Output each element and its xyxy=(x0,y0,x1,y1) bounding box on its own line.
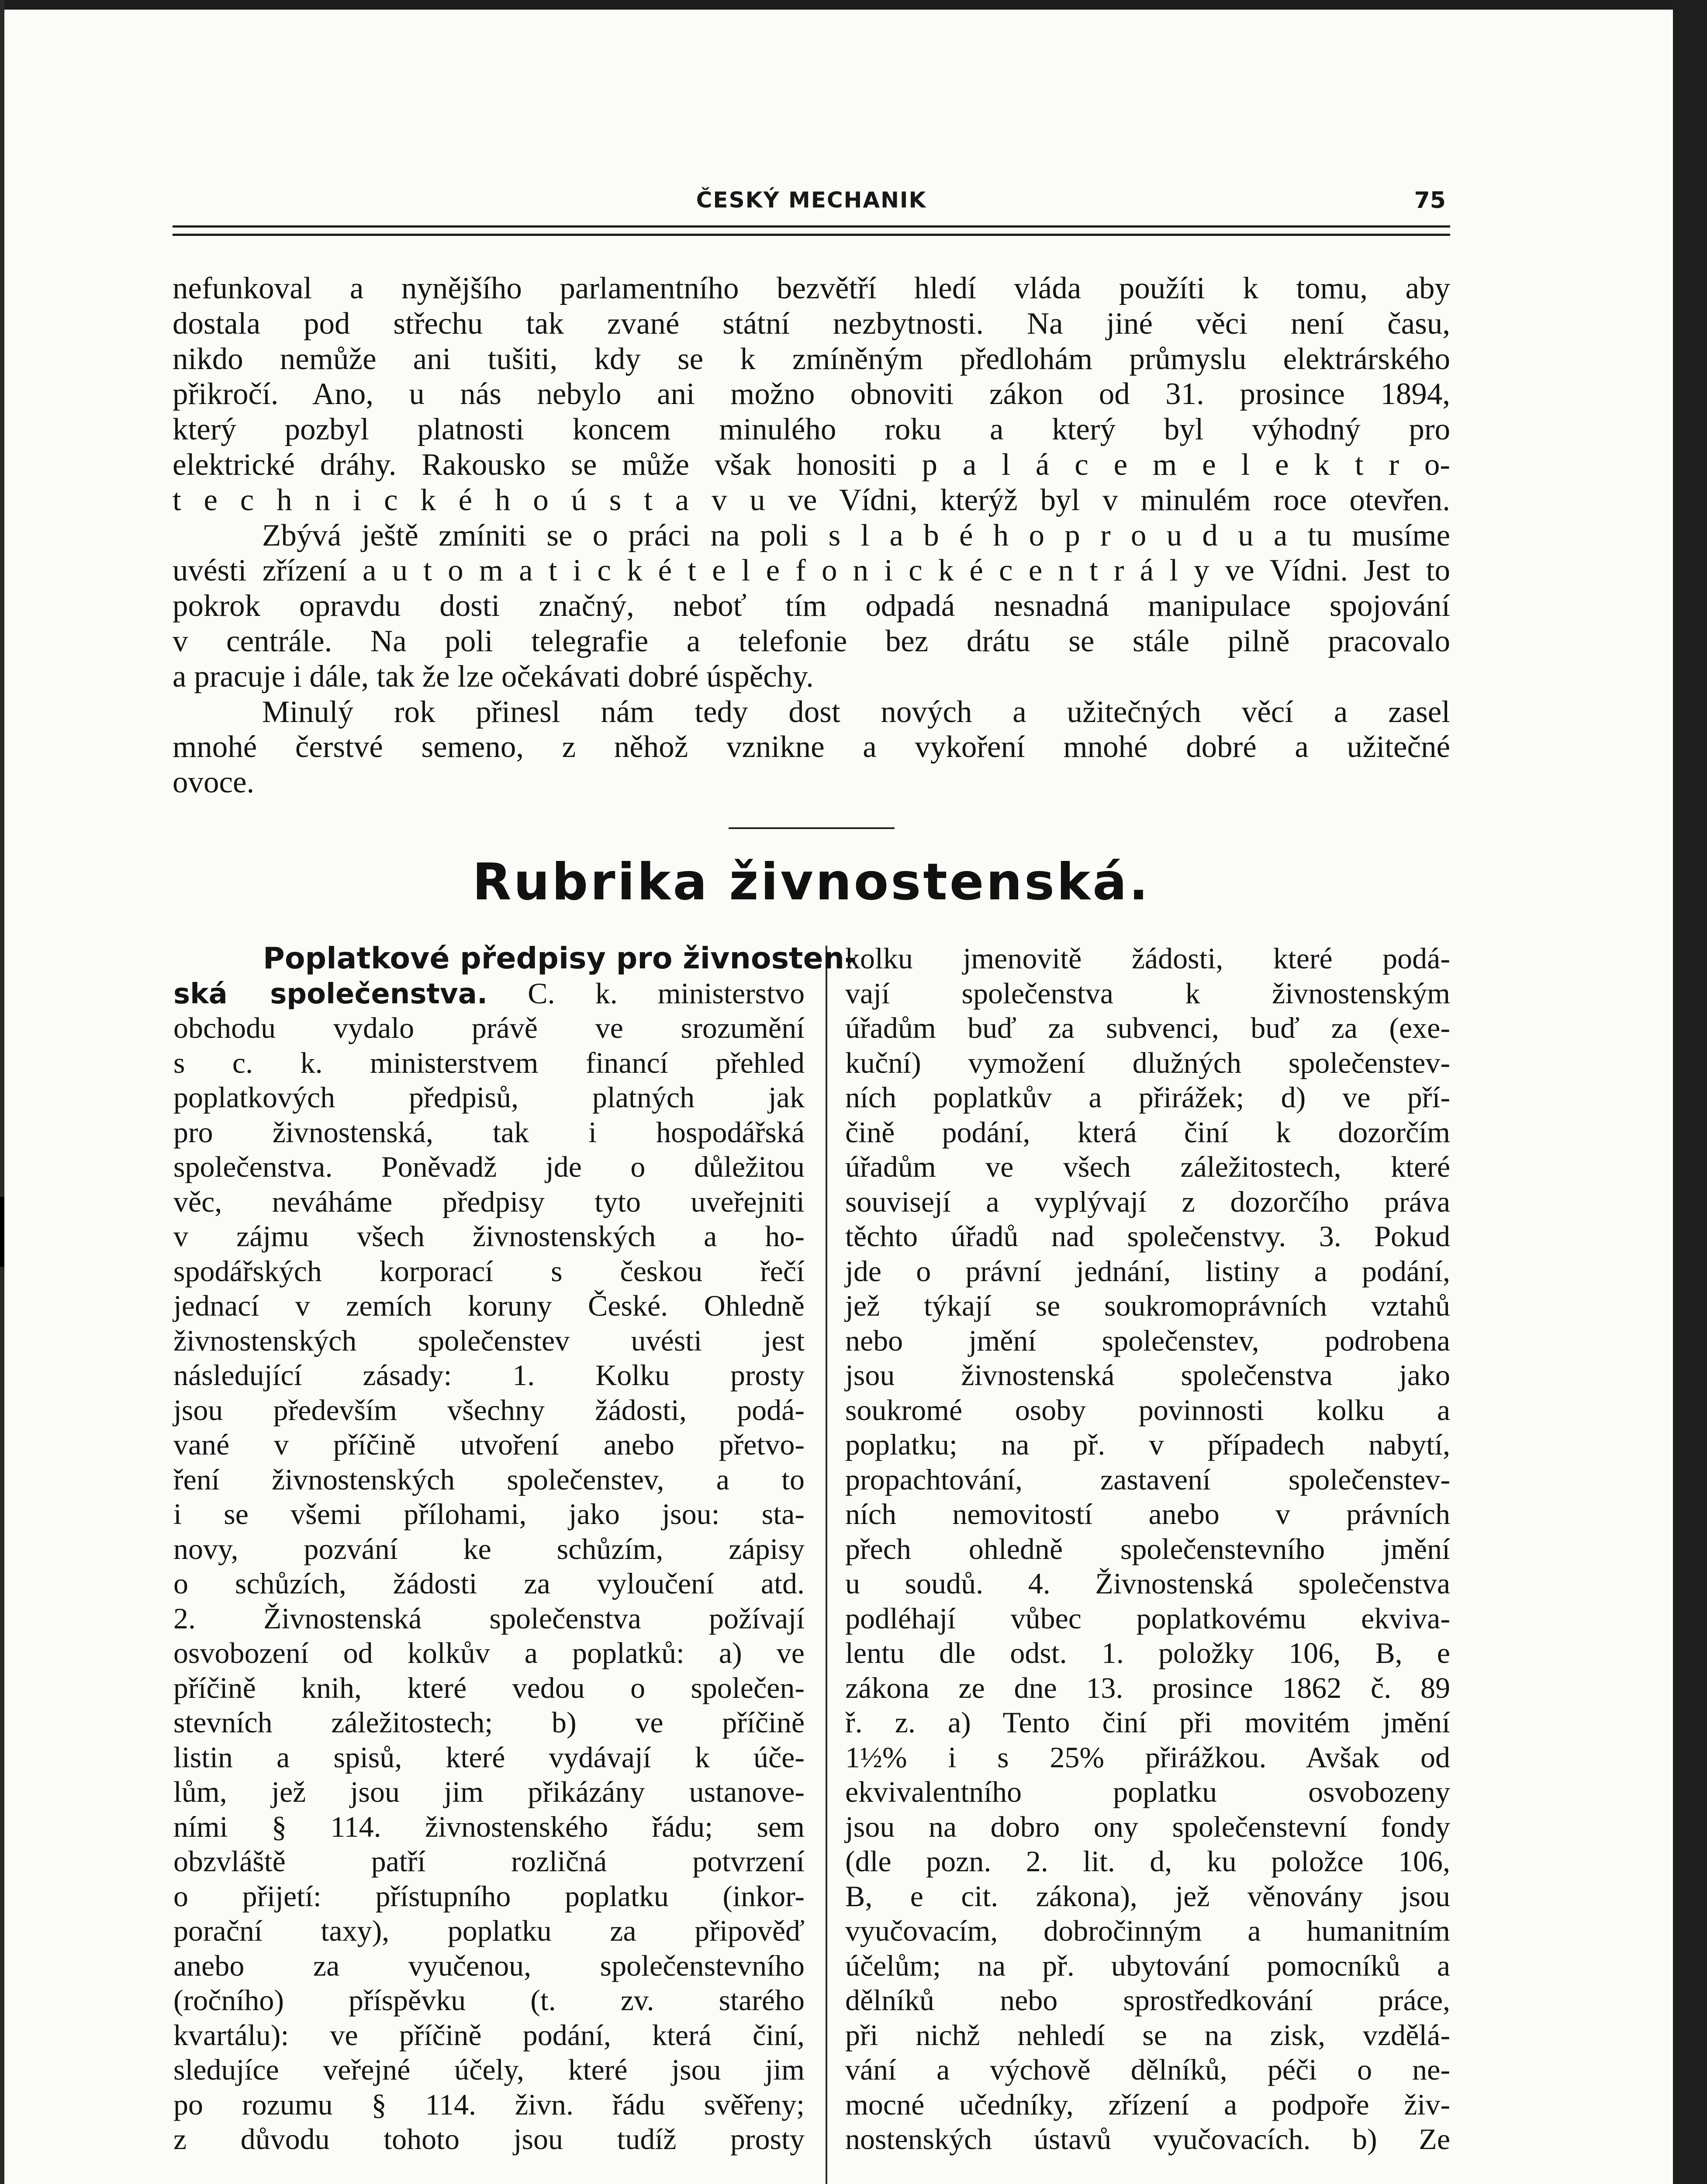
text-line: ření živnostenských společenstev, a to xyxy=(173,1462,805,1496)
text-line: spodářských korporací s českou řečí xyxy=(173,1254,805,1288)
text-line: listin a spisů, které vydávají k úče- xyxy=(173,1740,805,1774)
text-line: při nichž nehledí se na zisk, vzdělá- xyxy=(845,2018,1450,2052)
text-line: uvésti zřízení a u t o m a t i c k é t e l e f o n i c k é c e n t r á l y ve Vídni. Jest to xyxy=(173,553,1450,588)
scan-border-right xyxy=(1673,0,1707,2184)
text-line: jsou živnostenská společenstva jako xyxy=(845,1358,1450,1392)
text-line: úřadům ve všech záležitostech, které xyxy=(845,1150,1450,1183)
text-line: pro živnostenská, tak i hospodářská xyxy=(173,1115,805,1149)
text-line: propachtování, zastavení společenstev- xyxy=(845,1462,1450,1496)
text-line: nefunkoval a nynějšího parlamentního bezvětří hledí vláda použíti k tomu, aby xyxy=(173,271,1450,305)
text-line: anebo za vyučenou, společenstevního xyxy=(173,1949,805,1982)
text-line: lentu dle odst. 1. položky 106, B, e xyxy=(845,1636,1450,1669)
scan-margin-mark xyxy=(0,1197,4,1267)
text-line: vané v příčině utvoření anebo přetvo- xyxy=(173,1428,805,1461)
journal-title: ČESKÝ MECHANIK xyxy=(696,187,927,213)
section-divider xyxy=(729,827,895,829)
text-line: lům, jež jsou jim přikázány ustanove- xyxy=(173,1775,805,1808)
text-line: jednací v zemích koruny České. Ohledně xyxy=(173,1289,805,1322)
text-line: ními § 114. živnostenského řádu; sem xyxy=(173,1810,805,1843)
text-line: přech ohledně společenstevního jmění xyxy=(845,1532,1450,1565)
article-column-left xyxy=(173,941,857,2157)
header-rule-top xyxy=(173,225,1450,228)
text-line: porační taxy), poplatku za připověď xyxy=(173,1914,805,1947)
text-line: Minulý rok přinesl nám tedy dost nových a užitečných věcí a zasel xyxy=(262,695,1450,729)
article-column-right xyxy=(845,941,1450,2157)
text-line: v centrále. Na poli telegrafie a telefonie bez drátu se stále pilně pracovalo xyxy=(173,624,1450,658)
text-line: u soudů. 4. Živnostenská společenstva xyxy=(845,1567,1450,1600)
text-line: z důvodu tohoto jsou tudíž prosty xyxy=(173,2122,805,2156)
text-line: ř. z. a) Tento činí při movitém jmění xyxy=(845,1706,1450,1739)
text-line: i se všemi přílohami, jako jsou: sta- xyxy=(173,1497,805,1531)
text-line: příčině knih, které vedou o společen- xyxy=(173,1671,805,1704)
text-line: jež týkají se soukromoprávních vztahů xyxy=(845,1289,1450,1322)
scan-border-top xyxy=(0,0,1707,10)
text-line: soukromé osoby povinnosti kolku a xyxy=(845,1393,1450,1427)
text-line: obzvláště patří rozličná potvrzení xyxy=(173,1845,805,1878)
text-line: jde o právní jednání, listiny a podání, xyxy=(845,1254,1450,1288)
text-line: kuční) vymožení dlužných společenstev- xyxy=(845,1046,1450,1079)
text-line: po rozumu § 114. živn. řádu svěřeny; xyxy=(173,2087,805,2121)
text-line: osvobození od kolkův a poplatků: a) ve xyxy=(173,1636,805,1669)
text-line: nostenských ústavů vyučovacích. b) Ze xyxy=(845,2122,1450,2156)
text-line: 2. Živnostenská společenstva požívají xyxy=(173,1601,805,1635)
text-line: B, e cit. zákona), jež věnovány jsou xyxy=(845,1879,1450,1913)
text-line: pokrok opravdu dosti značný, neboť tím odpadá nesnadná manipulace spojování xyxy=(173,589,1450,623)
text-line: mocné učedníky, zřízení a podpoře živ- xyxy=(845,2087,1450,2121)
article-title: ská společenstva. xyxy=(173,978,488,1010)
text-line: vyučovacím, dobročinným a humanitním xyxy=(845,1914,1450,1947)
text-line: sledujíce veřejné účely, které jsou jim xyxy=(173,2053,805,2086)
text-line: nebo jmění společenstev, podrobena xyxy=(845,1324,1450,1357)
text-line: Zbývá ještě zmíniti se o práci na poli s l a b é h o p r o u d u a tu musíme xyxy=(262,518,1450,553)
section-heading: Rubrika živnostenská. xyxy=(472,853,1151,912)
text-line: jsou především všechny žádosti, podá- xyxy=(173,1393,805,1427)
text-line: jsou na dobro ony společenstevní fondy xyxy=(845,1810,1450,1843)
text-line: 1½% i s 25% přirážkou. Avšak od xyxy=(845,1740,1450,1774)
text-line: ních poplatkův a přirážek; d) ve pří- xyxy=(845,1081,1450,1114)
text-line: věc, neváháme předpisy tyto uveřejniti xyxy=(173,1185,805,1218)
text-line: (dle pozn. 2. lit. d, ku položce 106, xyxy=(845,1845,1450,1878)
header-rule-bottom xyxy=(173,234,1450,236)
text-line: živnostenských společenstev uvésti jest xyxy=(173,1324,805,1357)
text-line: přikročí. Ano, u nás nebylo ani možno obnoviti zákon od 31. prosince 1894, xyxy=(173,377,1450,411)
text-line: společenstva. Poněvadž jde o důležitou xyxy=(173,1150,805,1183)
text-line: poplatkových předpisů, platných jak xyxy=(173,1081,805,1114)
text-line: kvartálu): ve příčině podání, která činí, xyxy=(173,2018,805,2052)
text-line: ekvivalentního poplatku osvobozeny xyxy=(845,1775,1450,1808)
text-line: nikdo nemůže ani tušiti, kdy se k zmíněným předlohám průmyslu elektrárského xyxy=(173,342,1450,376)
text-line: následující zásady: 1. Kolku prosty xyxy=(173,1358,805,1392)
text-line: podléhají vůbec poplatkovému ekviva- xyxy=(845,1601,1450,1635)
text-line: o přijetí: přístupního poplatku (inkor- xyxy=(173,1879,805,1913)
scan-border-left xyxy=(0,0,4,2184)
running-header xyxy=(173,186,1450,225)
intro-paragraphs xyxy=(173,271,1450,800)
text-line: ních nemovitostí anebo v právních xyxy=(845,1497,1450,1531)
text-line: účelům; na př. ubytování pomocníků a xyxy=(845,1949,1450,1982)
text-line: dostala pod střechu tak zvané státní nezbytnosti. Na jiné věci není času, xyxy=(173,306,1450,341)
page-number: 75 xyxy=(1414,187,1446,214)
text-line: čině podání, která činí k dozorčím xyxy=(845,1115,1450,1149)
text-line: těchto úřadů nad společenstvy. 3. Pokud xyxy=(845,1220,1450,1253)
text-line: a pracuje i dále, tak že lze očekávati dobré úspěchy. xyxy=(173,659,814,694)
text-line: souvisejí a vyplývají z dozorčího práva xyxy=(845,1185,1450,1218)
text-line: zákona ze dne 13. prosince 1862 č. 89 xyxy=(845,1671,1450,1704)
left-column-lines xyxy=(173,1011,805,2157)
text-line: mnohé čerstvé semeno, z něhož vznikne a vykoření mnohé dobré a užitečné xyxy=(173,730,1450,764)
text-line: stevních záležitostech; b) ve příčině xyxy=(173,1706,805,1739)
text-fragment: C. k. ministerstvo xyxy=(487,976,805,1010)
text-line xyxy=(173,976,805,1011)
text-line: ovoce. xyxy=(173,765,255,800)
text-line: s c. k. ministerstvem financí přehled xyxy=(173,1046,805,1079)
text-line: kolku jmenovitě žádosti, které podá- xyxy=(845,942,1450,975)
text-line: úřadům buď za subvenci, buď za (exe- xyxy=(845,1011,1450,1044)
article-title: Poplatkové předpisy pro živnosten- xyxy=(263,941,857,976)
text-line: t e c h n i c k é h o ú s t a v u ve Vídni, kterýž byl v minulém roce otevřen. xyxy=(173,483,1450,517)
text-line: (ročního) příspěvku (t. zv. starého xyxy=(173,1984,805,2017)
text-line: o schůzích, žádosti za vyloučení atd. xyxy=(173,1567,805,1600)
text-line: který pozbyl platnosti koncem minulého roku a který byl výhodný pro xyxy=(173,412,1450,447)
column-divider xyxy=(826,946,827,2184)
right-column-lines xyxy=(845,941,1450,2157)
text-line: obchodu vydalo právě ve srozumění xyxy=(173,1011,805,1044)
text-line: vají společenstva k živnostenským xyxy=(845,976,1450,1010)
text-line: v zájmu všech živnostenských a ho- xyxy=(173,1220,805,1253)
text-line: elektrické dráhy. Rakousko se může však honositi p a l á c e m e l e k t r o- xyxy=(173,447,1450,482)
text-line: vání a výchově dělníků, péči o ne- xyxy=(845,2053,1450,2086)
text-line: novy, pozvání ke schůzím, zápisy xyxy=(173,1532,805,1565)
text-line: dělníků nebo sprostředkování práce, xyxy=(845,1984,1450,2017)
text-line: poplatku; na př. v případech nabytí, xyxy=(845,1428,1450,1461)
